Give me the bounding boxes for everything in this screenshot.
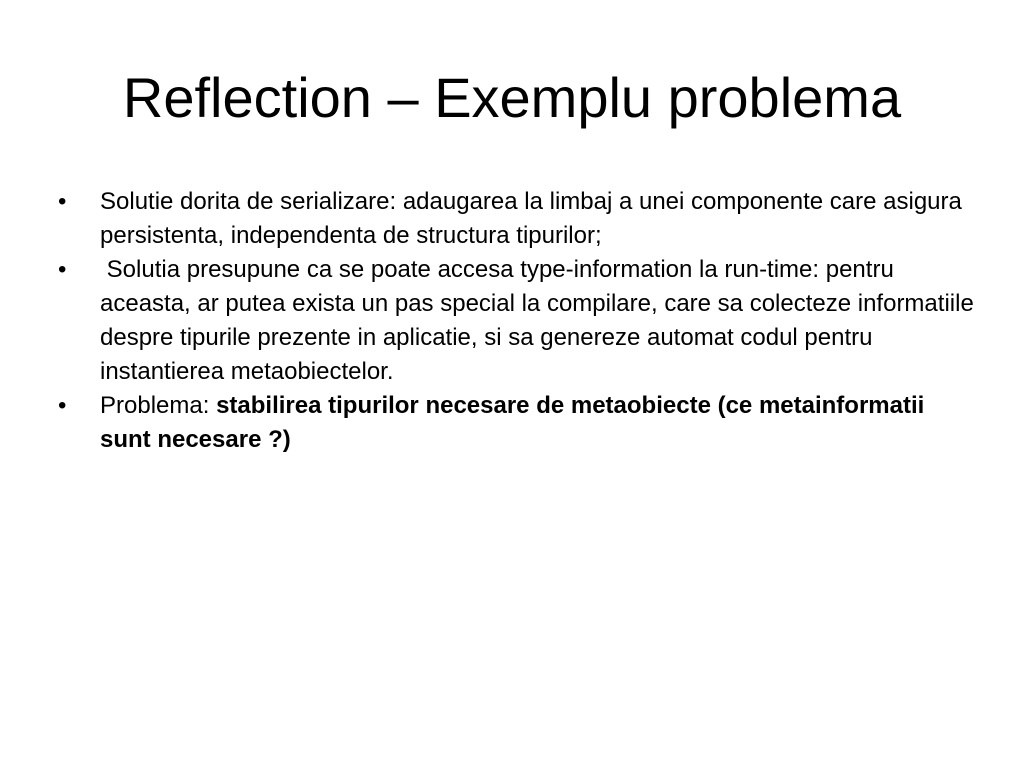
bullet-item-problem [58,389,978,457]
bullet-bold-text: stabilirea tipurilor necesare de metaobiecte (ce metainformatii sunt necesare ?) [100,392,925,453]
bullet-item-runtime-type-info [58,253,981,389]
bullet-list [58,185,981,457]
bullet-prefix: Problema: [100,392,217,419]
bullet-marker: • [58,256,67,283]
bullet-marker: • [58,188,67,215]
bullet-text: Solutia presupune ca se poate accesa type-information la run-time: pentru aceasta, ar putea exista un pas special la compilare, care sa colecteze informatiile despre tipurile prezente in aplicatie, si sa genereze automat codul pentru instantierea metaobiectelor. [100,256,981,385]
slide-title: Reflection – Exemplu problema [122,66,902,129]
bullet-text: Solutie dorita de serializare: adaugarea la limbaj a unei componente care asigura persistenta, independenta de structura tipurilor; [100,188,962,249]
bullet-item-serialization [58,185,978,253]
bullet-marker: • [58,392,67,419]
